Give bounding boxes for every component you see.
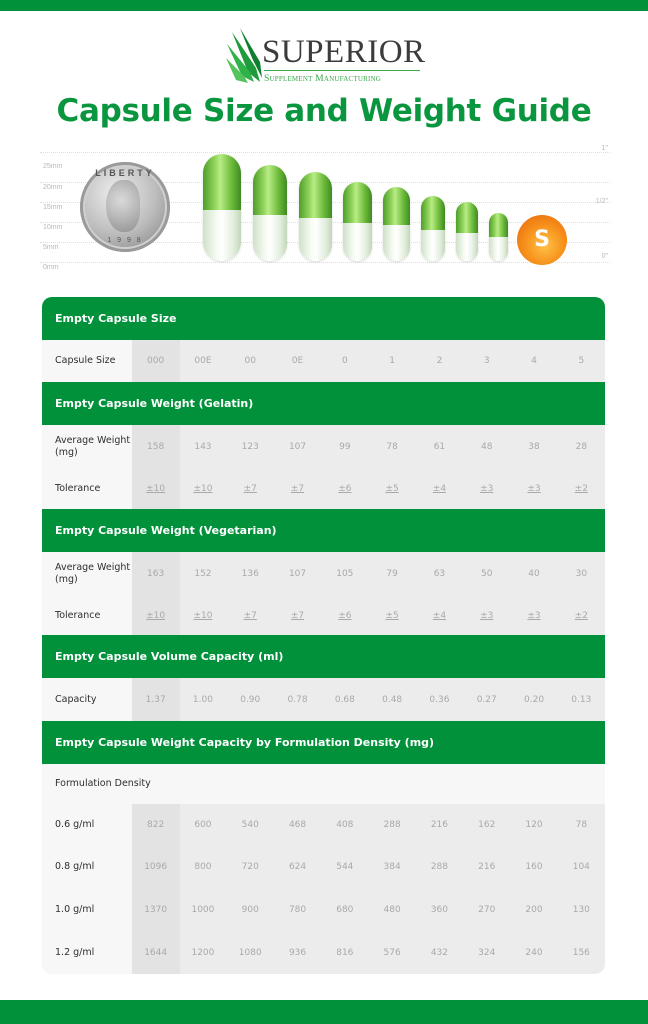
table-cell: 1370	[144, 904, 168, 915]
table-cell: 0.13	[571, 694, 592, 705]
table-cell: ±2	[574, 610, 588, 621]
table-cell: 936	[288, 947, 307, 958]
table-cell: 120	[525, 820, 543, 830]
table-cell: 107	[288, 442, 307, 452]
top-accent-bar	[0, 0, 648, 11]
table-cell: 360	[430, 904, 449, 915]
table-cell: 408	[336, 820, 354, 830]
table-row-gelatin-average-weight	[42, 425, 605, 469]
row-label: Capsule Size	[42, 340, 132, 382]
ruler-inch-label: 0"	[601, 253, 608, 260]
table-row-density-0-6	[42, 804, 605, 846]
table-cell: ±10	[193, 484, 213, 494]
table-cell: 800	[194, 862, 212, 872]
table-cell: 0.90	[240, 694, 261, 705]
page-title: Capsule Size and Weight Guide	[56, 93, 592, 129]
table-cell: 160	[525, 862, 543, 872]
table-cell: 240	[525, 947, 543, 958]
table-cell: ±10	[146, 610, 166, 621]
ruler-inch-label: 1/2"	[595, 198, 608, 205]
softgel-icon: S	[517, 215, 567, 265]
section-header-vegetarian-weight: Empty Capsule Weight (Vegetarian)	[42, 509, 605, 552]
ruler-mm-label: 5mm	[43, 244, 59, 251]
table-cell: 162	[478, 820, 496, 830]
table-cell: ±3	[480, 610, 494, 621]
table-cell: ±10	[146, 484, 166, 494]
coin-text: LIBERTY	[95, 168, 155, 178]
table-cell: 288	[430, 862, 449, 872]
table-cell: 163	[147, 569, 165, 579]
table-cell: 5	[578, 356, 585, 366]
quarter-coin-icon	[80, 162, 170, 252]
table-cell: 216	[478, 862, 496, 872]
table-cell: 28	[575, 442, 588, 452]
table-cell: 544	[336, 862, 354, 872]
row-label: Tolerance	[42, 596, 132, 635]
table-cell: 324	[478, 947, 496, 958]
table-cell: 600	[194, 820, 212, 830]
table-cell: 0.36	[429, 694, 450, 705]
row-label: 0.8 g/ml	[42, 846, 132, 888]
table-cell: 0.68	[334, 694, 355, 705]
ruler-gridline	[40, 262, 610, 263]
table-cell: 1200	[191, 947, 215, 958]
table-cell: 107	[288, 569, 307, 579]
table-cell: 00	[244, 356, 256, 366]
table-cell: ±3	[480, 484, 494, 494]
table-cell: 156	[572, 947, 590, 958]
table-row-capsule-size	[42, 340, 605, 382]
table-cell: 432	[430, 947, 449, 958]
bottom-accent-bar	[0, 1000, 648, 1024]
table-cell: ±6	[338, 484, 352, 494]
brand-logo	[226, 28, 426, 86]
table-cell: 1.37	[145, 694, 166, 705]
row-label: 1.2 g/ml	[42, 931, 132, 974]
table-cell: 158	[147, 442, 165, 452]
table-row-vegetarian-tolerance	[42, 596, 605, 635]
table-cell: ±2	[574, 484, 588, 494]
table-cell: 1096	[144, 862, 168, 872]
table-cell: 900	[241, 904, 259, 915]
table-cell: 40	[528, 569, 540, 579]
table-cell: ±7	[243, 610, 257, 621]
table-cell: 1000	[191, 904, 215, 915]
table-cell: 143	[194, 442, 212, 452]
table-cell: 468	[288, 820, 307, 830]
table-cell: 780	[288, 904, 307, 915]
table-cell: 576	[383, 947, 401, 958]
table-cell: 0	[341, 356, 348, 366]
table-cell: 105	[336, 569, 354, 579]
table-cell: 152	[194, 569, 212, 579]
capsule-2-icon	[456, 202, 478, 261]
coin-year: 1 9 9 8	[107, 237, 143, 244]
table-cell: 270	[478, 904, 496, 915]
table-cell: 1	[389, 356, 395, 366]
table-cell: ±7	[243, 484, 257, 494]
table-cell: 1080	[238, 947, 262, 958]
ruler-gridline	[40, 152, 610, 153]
table-cell: 00E	[194, 356, 212, 366]
row-label: Average Weight (mg)	[42, 552, 132, 596]
table-cell: 79	[386, 569, 398, 579]
table-cell: 3	[483, 356, 490, 366]
section-header-capsule-size: Empty Capsule Size	[42, 297, 605, 340]
table-cell: 822	[147, 820, 165, 830]
capsule-0-icon	[383, 187, 410, 261]
logo-divider	[264, 70, 420, 71]
ruler-mm-label: 10mm	[43, 224, 63, 231]
table-cell: 48	[481, 442, 493, 452]
formulation-density-subheader: Formulation Density	[42, 764, 605, 804]
table-cell: 78	[575, 820, 588, 830]
table-cell: 99	[339, 442, 351, 452]
ruler-mm-label: 0mm	[43, 264, 59, 271]
table-cell: 38	[528, 442, 540, 452]
capsule-000-icon	[203, 154, 241, 261]
ruler-mm-label: 25mm	[43, 163, 63, 170]
table-cell: 4	[531, 356, 537, 366]
table-row-density-1-0	[42, 888, 605, 931]
table-cell: 123	[241, 442, 259, 452]
table-cell: 0.27	[476, 694, 497, 705]
ruler-mm-label: 15mm	[43, 204, 63, 211]
section-header-volume-capacity: Empty Capsule Volume Capacity (ml)	[42, 635, 605, 678]
table-cell: ±6	[338, 610, 352, 621]
brand-name: SUPERIOR	[262, 34, 426, 70]
table-cell: 288	[383, 820, 401, 830]
table-cell: 30	[575, 569, 588, 579]
table-cell: 0.20	[524, 694, 545, 705]
table-cell: 680	[336, 904, 354, 915]
row-label: 0.6 g/ml	[42, 804, 132, 846]
table-cell: ±7	[290, 484, 305, 494]
table-cell: 2	[436, 356, 443, 366]
table-cell: 200	[525, 904, 543, 915]
table-row-density-0-8	[42, 846, 605, 888]
brand-tagline: Supplement Manufacturing	[264, 73, 381, 84]
row-label: Average Weight (mg)	[42, 425, 132, 469]
table-cell: ±4	[432, 484, 447, 494]
row-label: 1.0 g/ml	[42, 888, 132, 931]
ruler-mm-label: 20mm	[43, 184, 63, 191]
table-row-vegetarian-average-weight	[42, 552, 605, 596]
section-header-formulation-density: Empty Capsule Weight Capacity by Formulation Density (mg)	[42, 721, 605, 764]
table-cell: 0.78	[287, 694, 308, 705]
table-cell: 540	[241, 820, 259, 830]
capsule-00e-icon	[253, 165, 287, 261]
table-cell: 0.48	[382, 694, 403, 705]
table-cell: 104	[572, 862, 590, 872]
table-cell: 61	[433, 442, 446, 452]
capsule-spec-table	[42, 297, 605, 974]
table-cell: 63	[433, 569, 446, 579]
table-cell: 216	[430, 820, 449, 830]
capsule-00-icon	[299, 172, 332, 261]
leaf-logo-icon	[226, 28, 266, 84]
table-cell: 480	[383, 904, 401, 915]
table-cell: 130	[572, 904, 590, 915]
ruler-inch-label: 1"	[601, 145, 608, 152]
table-cell: ±3	[527, 484, 541, 494]
table-cell: 78	[386, 442, 398, 452]
capsule-1-icon	[421, 196, 445, 261]
table-cell: 000	[147, 356, 165, 366]
table-cell: 1644	[144, 947, 168, 958]
table-row-density-1-2	[42, 931, 605, 974]
table-row-gelatin-tolerance	[42, 469, 605, 509]
table-cell: ±5	[385, 610, 399, 621]
table-cell: 624	[288, 862, 307, 872]
table-cell: 720	[241, 862, 259, 872]
row-label: Capacity	[42, 678, 132, 721]
section-header-gelatin-weight: Empty Capsule Weight (Gelatin)	[42, 382, 605, 425]
coin-portrait	[106, 180, 140, 232]
table-cell: ±7	[290, 610, 305, 621]
table-cell: 0E	[291, 356, 304, 366]
table-cell: 50	[481, 569, 493, 579]
capsule-3-icon	[489, 213, 508, 261]
table-cell: 384	[383, 862, 401, 872]
table-cell: 136	[241, 569, 259, 579]
table-cell: ±10	[193, 610, 213, 621]
row-label: Tolerance	[42, 469, 132, 509]
table-cell: ±4	[432, 610, 447, 621]
table-row-capacity	[42, 678, 605, 721]
table-cell: 1.00	[192, 694, 213, 705]
capsule-0e-icon	[343, 182, 372, 261]
table-cell: ±5	[385, 484, 399, 494]
table-cell: ±3	[527, 610, 541, 621]
table-cell: 816	[336, 947, 354, 958]
